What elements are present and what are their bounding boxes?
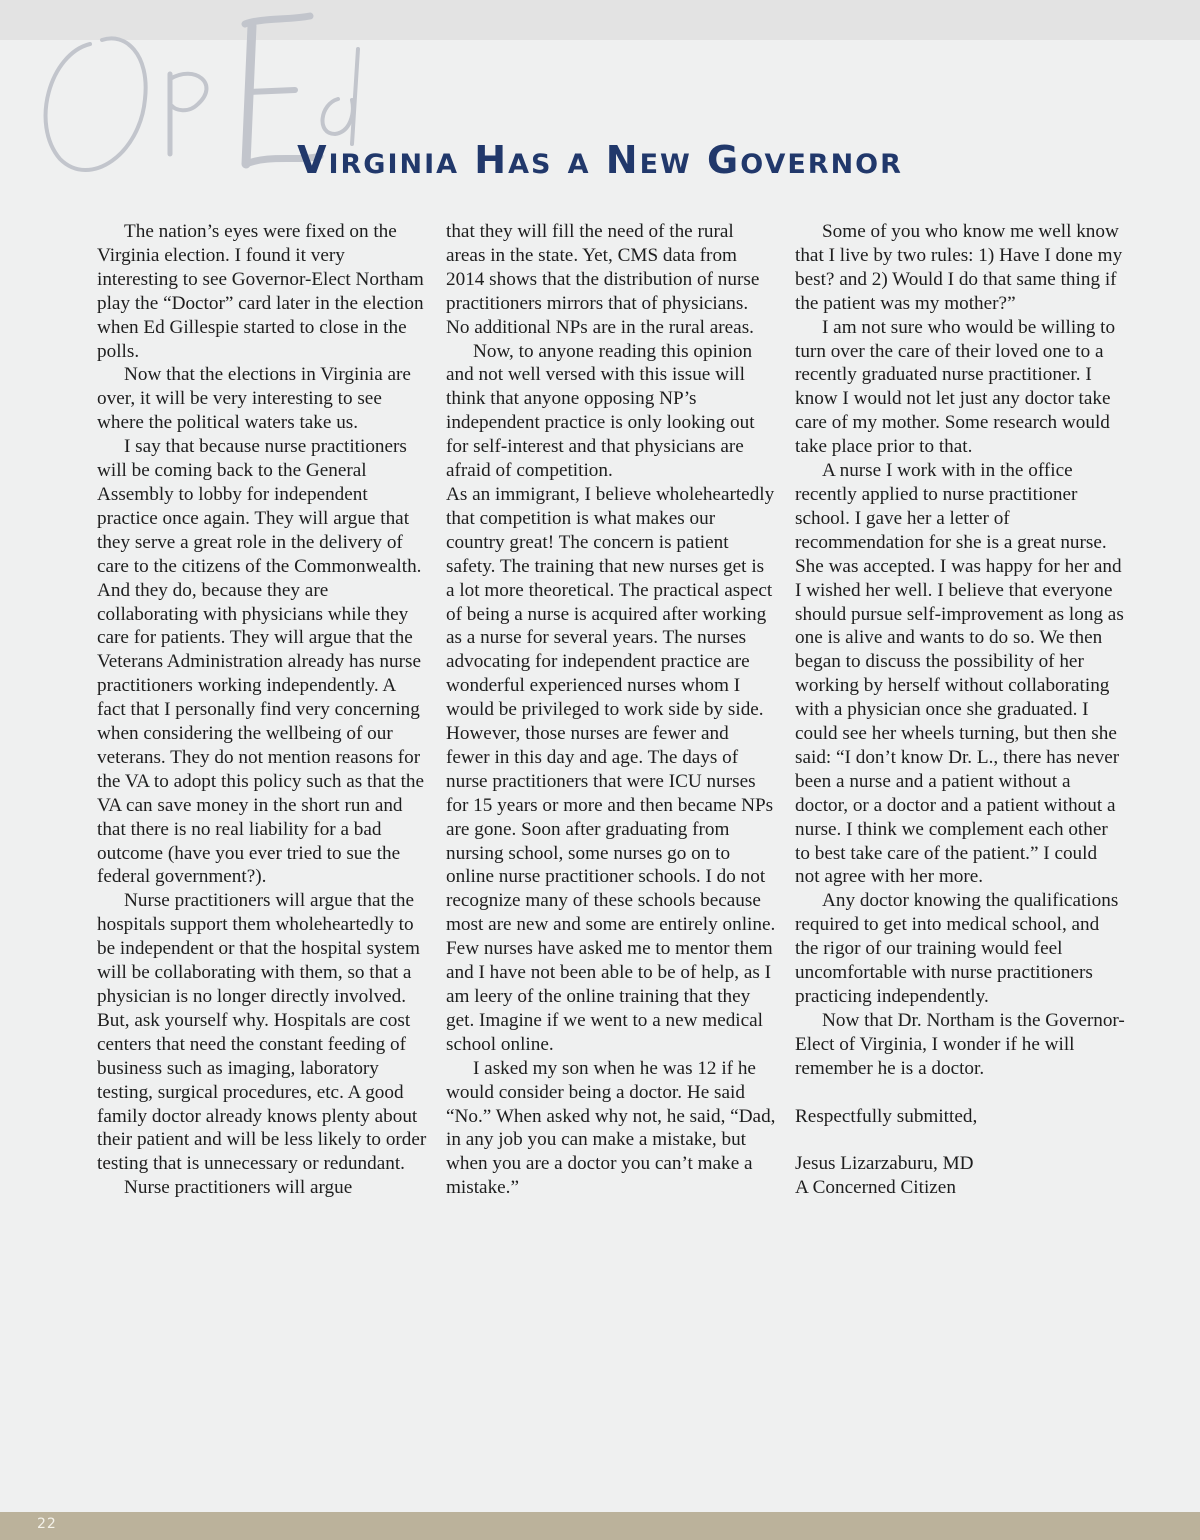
article-paragraph: The nation’s eyes were fixed on the Virginia election. I found it very interesting to see Governor-Elect Northam play the “Doctor” card later in the election when Ed Gillespie started to close in the polls.	[97, 221, 424, 362]
article-column-2	[446, 220, 776, 1200]
closing-line: Respectfully submitted,	[795, 1105, 978, 1127]
article-column-1	[97, 220, 427, 1200]
article-paragraph: Now, to anyone reading this opinion and not well versed with this issue will think that anyone opposing NP’s independent practice is only looking out for self-interest and that physicians are afraid of competition.	[446, 340, 755, 482]
article-paragraph: Nurse practitioners will argue	[124, 1177, 353, 1199]
article-paragraph: Now that the elections in Virginia are over, it will be very interesting to see where the political waters take us.	[97, 364, 411, 434]
article-paragraph: Any doctor knowing the qualifications required to get into medical school, and the rigor of our training would feel uncomfortable with nurse practitioners practicing independently.	[795, 890, 1119, 1007]
article-paragraph: I say that because nurse practitioners will be coming back to the General Assembly to lobby for independent practice once again. They will argue that they serve a great role in the delivery of care to the citizens of the Commonwealth. And they do, because they are collaborating with physicians while they care for patients. They will argue that the Veterans Administration already has nurse practitioners working independently. A fact that I personally find very concerning when considering the wellbeing of our veterans. They do not mention reasons for the VA to adopt this policy such as that the VA can save money in the short run and that there is no real liability for a bad outcome (have you ever tried to sue the federal government?).	[97, 436, 425, 888]
article-paragraph: I am not sure who would be willing to turn over the care of their loved one to a recently graduated nurse practitioner. I know I would not let just any doctor take care of my mother. Some research would take place prior to that.	[795, 316, 1116, 458]
article-paragraph: Now that Dr. Northam is the Governor-Elect of Virginia, I wonder if he will remember he is a doctor.	[795, 1009, 1125, 1079]
article-column-3	[795, 220, 1125, 1200]
author-name: Jesus Lizarzaburu, MD	[795, 1153, 974, 1175]
page-number: 22	[37, 1516, 57, 1532]
article-paragraph: I asked my son when he was 12 if he would consider being a doctor. He said “No.” When asked why not, he said, “Dad, in any job you can make a mistake, but when you are a doctor you can’t make a mistake.”	[446, 1057, 776, 1199]
author-title: A Concerned Citizen	[795, 1177, 956, 1199]
article-paragraph: A nurse I work with in the office recently applied to nurse practitioner school. I gave her a letter of recommendation for she is a great nurse. She was accepted. I was happy for her and I wished her well. I believe that everyone should pursue self-improvement as long as one is alive and wants to do so. We then began to discuss the possibility of her working by herself without collaborating with a physician once she graduated. I could see her wheels turning, but then she said: “I don’t know Dr. L., there has never been a nurse and a patient without a doctor, or a doctor and a patient without a nurse. I think we complement each other to best take care of the patient.” I could not agree with her more.	[795, 460, 1124, 888]
footer-band	[0, 1512, 1200, 1540]
article-paragraph: Some of you who know me well know that I live by two rules: 1) Have I done my best? and 2) Would I do that same thing if the patient was my mother?”	[795, 221, 1123, 314]
article-paragraph: As an immigrant, I believe wholeheartedly that competition is what makes our country great! The concern is patient safety. The training that new nurses get is a lot more theoretical. The practical aspect of being a nurse is acquired after working as a nurse for several years. The nurses advocating for independent practice are wonderful experienced nurses whom I would be privileged to work side by side. However, those nurses are fewer and fewer in this day and age. The days of nurse practitioners that were ICU nurses for 15 years or more and then became NPs are gone. Soon after graduating from nursing school, some nurses go on to online nurse practitioner schools. I do not recognize many of these schools because most are new and some are entirely online. Few nurses have asked me to mentor them and I have not been able to be of help, as I am leery of the online training that they get. Imagine if we went to a new medical school online.	[446, 483, 776, 1055]
article-paragraph: Nurse practitioners will argue that the hospitals support them wholeheartedly to be independent or that the hospital system will be collaborating with them, so that a physician is no longer directly involved. But, ask yourself why. Hospitals are cost centers that need the constant feeding of business such as imaging, laboratory testing, surgical procedures, etc. A good family doctor already knows plenty about their patient and will be less likely to order testing that is unnecessary or redundant.	[97, 890, 427, 1175]
article-headline: Virginia Has a New Governor	[297, 138, 903, 182]
article-paragraph: that they will fill the need of the rural areas in the state. Yet, CMS data from 2014 shows that the distribution of nurse practitioners mirrors that of physicians. No additional NPs are in the rural areas.	[446, 221, 760, 338]
